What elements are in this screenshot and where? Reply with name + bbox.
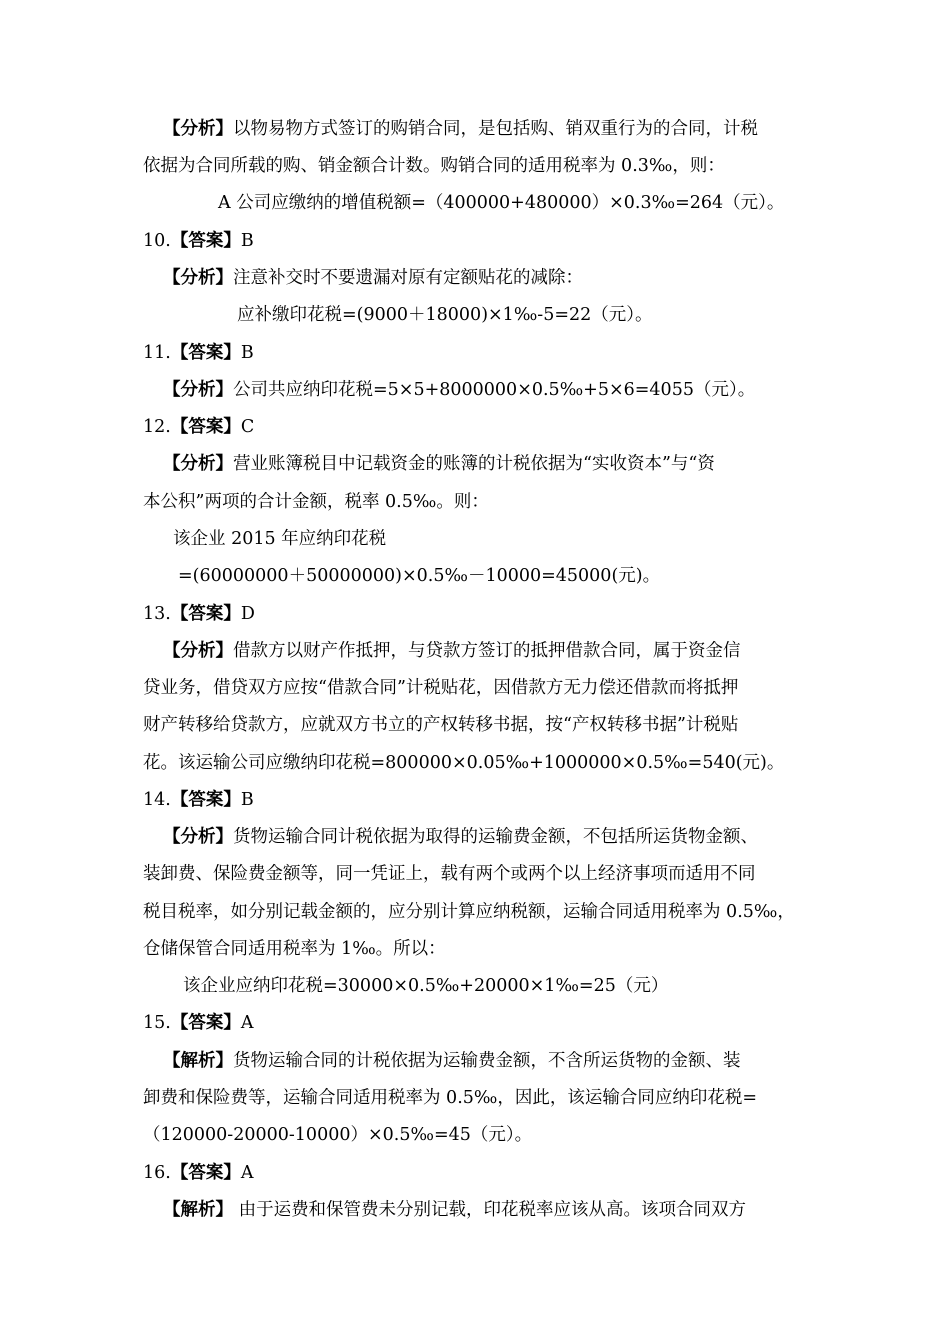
formula-line: 应补缴印花税=(9000＋18000)×1‰-5=22（元）。	[237, 305, 653, 325]
answer-value: B	[240, 231, 254, 251]
question-number: 12.	[143, 417, 171, 437]
answer-line	[143, 1161, 253, 1185]
question-number: 14.	[143, 790, 171, 810]
analysis-tag: 【分析】	[163, 827, 233, 847]
answer-tag: 【答案】	[170, 343, 241, 363]
text-line: 税目税率，如分别记载金额的，应分别计算应纳税额，运输合同适用税率为 0.5‰，	[143, 902, 795, 922]
text-line: 卸费和保险费等，运输合同适用税率为 0.5‰，因此，该运输合同应纳印花税=	[143, 1088, 758, 1108]
analysis-tag: 【解析】	[163, 1051, 233, 1071]
text-line: 借款方以财产作抵押，与贷款方签订的抵押借款合同，属于资金信	[233, 641, 741, 661]
answer-value: D	[240, 604, 255, 624]
analysis-line	[163, 378, 755, 402]
answer-tag: 【答案】	[170, 604, 241, 624]
analysis-tag: 【分析】	[163, 641, 233, 661]
answer-value: A	[240, 1163, 254, 1183]
answer-line	[143, 788, 254, 812]
analysis-tag: 【分析】	[163, 380, 233, 400]
text-line: 以物易物方式签订的购销合同，是包括购、销双重行为的合同，计税	[233, 119, 758, 139]
formula-line: A 公司应缴纳的增值税额=（400000+480000）×0.3‰=264（元）。	[218, 193, 785, 213]
answer-line	[143, 602, 255, 626]
answer-line	[143, 341, 254, 365]
text-line: 注意补交时不要遗漏对原有定额贴花的减除：	[233, 268, 583, 288]
analysis-tag: 【分析】	[163, 268, 233, 288]
answer-value: B	[240, 343, 254, 363]
analysis-line	[163, 1198, 746, 1222]
analysis-line	[163, 639, 741, 663]
text-line: 财产转移给贷款方，应就双方书立的产权转移书据，按“产权转移书据”计税贴	[143, 715, 739, 735]
answer-tag: 【答案】	[170, 790, 241, 810]
formula-line: 该企业应纳印花税=30000×0.5‰+20000×1‰=25（元）	[183, 976, 669, 996]
question-number: 10.	[143, 231, 171, 251]
text-line: 本公积”两项的合计金额，税率 0.5‰。则：	[143, 492, 489, 512]
text-line: 贷业务，借贷双方应按“借款合同”计税贴花，因借款方无力偿还借款而将抵押	[143, 678, 739, 698]
text-line: 花。该运输公司应缴纳印花税=800000×0.05‰+1000000×0.5‰=540(元)。	[143, 753, 785, 773]
answer-line	[143, 229, 254, 253]
text-line: 由于运费和保管费未分别记载，印花税率应该从高。该项合同双方	[233, 1200, 747, 1220]
analysis-tag: 【解析】	[163, 1200, 233, 1220]
answer-tag: 【答案】	[170, 417, 241, 437]
analysis-tag: 【分析】	[163, 119, 233, 139]
analysis-line	[163, 266, 583, 290]
analysis-tag: 【分析】	[163, 454, 233, 474]
answer-value: C	[240, 417, 255, 437]
question-number: 13.	[143, 604, 171, 624]
analysis-line	[163, 1049, 741, 1073]
text-line: 依据为合同所载的购、销金额合计数。购销合同的适用税率为 0.3‰，则：	[143, 156, 725, 176]
answer-value: B	[240, 790, 254, 810]
answer-line	[143, 415, 254, 439]
question-number: 11.	[143, 343, 171, 363]
analysis-line	[163, 452, 715, 476]
question-number: 15.	[143, 1013, 171, 1033]
text-line: 该企业 2015 年应纳印花税	[173, 529, 387, 549]
formula-line: （120000-20000-10000）×0.5‰=45（元）。	[143, 1125, 533, 1145]
text-line: 货物运输合同的计税依据为运输费金额，不含所运货物的金额、装	[233, 1051, 741, 1071]
answer-tag: 【答案】	[170, 1163, 241, 1183]
text-line: 仓储保管合同适用税率为 1‰。所以：	[143, 939, 446, 959]
text-line: 装卸费、保险费金额等，同一凭证上，载有两个或两个以上经济事项而适用不同	[143, 864, 756, 884]
text-line: 营业账簿税目中记载资金的账簿的计税依据为“实收资本”与“资	[233, 454, 715, 474]
formula-line: =(60000000＋50000000)×0.5‰－10000=45000(元)。	[178, 566, 661, 586]
answer-tag: 【答案】	[170, 231, 241, 251]
text-line: 货物运输合同计税依据为取得的运输费金额，不包括所运货物金额、	[233, 827, 758, 847]
answer-line	[143, 1011, 253, 1035]
analysis-line	[163, 117, 758, 141]
answer-tag: 【答案】	[170, 1013, 241, 1033]
question-number: 16.	[143, 1163, 171, 1183]
answer-value: A	[240, 1013, 254, 1033]
text-line: 公司共应纳印花税=5×5+8000000×0.5‰+5×6=4055（元）。	[233, 380, 756, 400]
analysis-line	[163, 825, 758, 849]
